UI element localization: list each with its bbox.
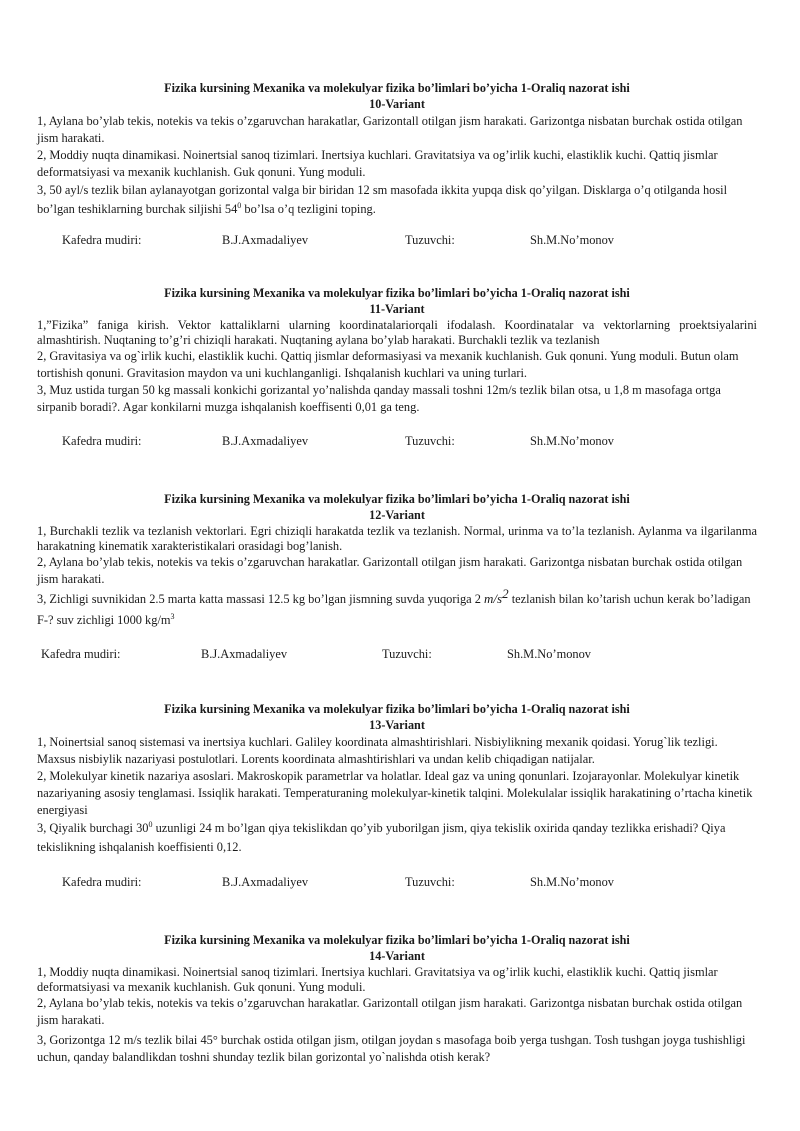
exam-title: Fizika kursining Mexanika va molekulyar fizika bo’limlari bo’yicha 1-Oraliq nazorat ishi: [164, 286, 630, 300]
variant-number: 11-Variant: [369, 302, 425, 316]
head-name: B.J.Axmadaliyev: [222, 434, 309, 448]
variant-number: 14-Variant: [369, 949, 425, 963]
author-label: Tuzuvchi:: [382, 647, 432, 661]
question-3: 3, Qiyalik burchagi $30^0$ uzunligi 24 m bo’lgan qiya tekislikdan qo’yib yuborilgan jism, qiya tekislik oxirida qanday tezlikka erishadi? Qiya tekislikning ishqalanish koeffisienti 0,12.: [37, 819, 726, 854]
question-3: 3, Muz ustida turgan 50 kg massali konkichi gorizantal yo’nalishda qanday massali toshni 12m/s tezlik bilan otsa, u 1,8 m masofaga ortga sirpanib boradi?. Agar konkilarni muzga ishqalanish koeffisenti 0,01 ga teng.: [37, 383, 721, 414]
author-label: Tuzuvchi:: [405, 875, 455, 889]
question-2: 2, Moddiy nuqta dinamikasi. Noinertsial sanoq tizimlari. Inertsiya kuchlari. Gravitatsiya va og’irlik kuchi, elastiklik kuchi. Qattiq jismlar deformatsiyasi va mexanik kuchlanish. Guk qonuni. Yung moduli.: [37, 148, 718, 179]
head-label: Kafedra mudiri:: [41, 647, 121, 661]
question-3: 3, Zichligi suvnikidan 2.5 marta katta massasi 12.5 kg bo’lgan jismning suvda yuqoriga 2 $m/s^2$ tezlanish bilan ko’tarish uchun kerak bo’ladigan F-? suv zichligi 1000 $kg/m^3$: [37, 585, 751, 627]
exam-title: Fizika kursining Mexanika va molekulyar fizika bo’limlari bo’yicha 1-Oraliq nazorat ishi: [164, 81, 630, 95]
signature-line: [37, 874, 757, 891]
variant-10: [37, 80, 757, 285]
question-1: 1, Noinertsial sanoq sistemasi va inertsiya kuchlari. Galiley koordinata almashtirishlari. Nisbiylikning mexanik qoidasi. Yorug`lik tezligi. Maxsus nisbiylik nazariyasi postulotlari. Lorents koordinata almashtirishlari va undan kelib chiqadigan natijalar.: [37, 735, 718, 766]
head-label: Kafedra mudiri:: [62, 875, 142, 889]
author-name: Sh.M.No’monov: [530, 233, 614, 247]
variant-12: [37, 491, 757, 701]
author-name: Sh.M.No’monov: [530, 434, 614, 448]
head-name: B.J.Axmadaliyev: [201, 647, 288, 661]
exam-title: Fizika kursining Mexanika va molekulyar fizika bo’limlari bo’yicha 1-Oraliq nazorat ishi: [164, 492, 630, 506]
question-3: 3, 50 ayl/s tezlik bilan aylanayotgan gorizontal valga bir biridan 12 sm masofada ikkita yupqa disk qo’yilgan. Disklarga o’q otilganda hosil bo’lgan teshiklarning burchak siljishi $54^0$ bo’lsa o’q tezligini toping.: [37, 183, 728, 216]
question-2: 2, Molekulyar kinetik nazariya asoslari. Makroskopik parametrlar va holatlar. Ideal gaz va uning qonunlari. Izojarayonlar. Molekulyar kinetik nazariyaning asosiy tenglamasi. Issiqlik harakati. Temperaturaning molekulyar-kinetik talqini. Molekulalar issiqlik harakatining o’rtacha kinetik energiyasi: [37, 769, 753, 817]
exam-title: Fizika kursining Mexanika va molekulyar fizika bo’limlari bo’yicha 1-Oraliq nazorat ishi: [164, 933, 630, 947]
author-label: Tuzuvchi:: [405, 434, 455, 448]
variant-11: [37, 285, 757, 491]
head-name: B.J.Axmadaliyev: [222, 875, 309, 889]
question-2: 2, Aylana bo’ylab tekis, notekis va tekis o’zgaruvchan harakatlar. Garizontall otilgan jism harakati. Garizontga nisbatan burchak ostida otilgan jism harakati.: [37, 555, 743, 586]
exam-page: [37, 80, 757, 1066]
exam-title: Fizika kursining Mexanika va molekulyar fizika bo’limlari bo’yicha 1-Oraliq nazorat ishi: [164, 702, 630, 716]
author-name: Sh.M.No’monov: [507, 647, 591, 661]
head-label: Kafedra mudiri:: [62, 434, 142, 448]
question-2: 2, Gravitasiya va og`irlik kuchi, elastiklik kuchi. Qattiq jismlar deformasiyasi va mexanik kuchlanish. Guk qonuni. Yung moduli. Butun olam tortishish qonuni. Gravitasion maydon va uni kuchlanganligi. Ishqalanish kuchlari va uning turlari.: [37, 349, 739, 380]
question-1: 1, Moddiy nuqta dinamikasi. Noinertsial sanoq tizimlari. Inertsiya kuchlari. Gravitatsiya va og’irlik kuchi, elastiklik kuchi. Qattiq jismlar deformatsiyasi va mexanik kuchlanish. Guk qonuni. Yung moduli.: [37, 965, 718, 994]
question-2: 2, Aylana bo’ylab tekis, notekis va tekis o’zgaruvchan harakatlar. Garizontall otilgan jism harakati. Garizontga nisbatan burchak ostida otilgan jism harakati.: [37, 996, 743, 1027]
question-1: 1, Burchakli tezlik va tezlanish vektorlari. Egri chiziqli harakatda tezlik va tezlanish. Normal, urinma va to’la tezlanish. Aylanma va ilgarilanma harakatning kinematik xarakteristikalari orasidagi bog’lanish.: [37, 524, 757, 553]
author-name: Sh.M.No’monov: [530, 875, 614, 889]
signature-line: [37, 433, 757, 450]
author-label: Tuzuvchi:: [405, 233, 455, 247]
head-label: Kafedra mudiri:: [62, 233, 142, 247]
head-name: B.J.Axmadaliyev: [222, 233, 309, 247]
question-1: 1, Aylana bo’ylab tekis, notekis va tekis o’zgaruvchan harakatlar, Garizontall otilgan jism harakati. Garizontga nisbatan burchak ostida otilgan jism harakati.: [37, 114, 743, 145]
variant-14: [37, 932, 757, 1066]
signature-line: [37, 232, 757, 249]
variant-number: 13-Variant: [369, 718, 425, 732]
variant-13: [37, 701, 757, 932]
signature-line: [37, 646, 757, 663]
question-3: 3, Gorizontga 12 m/s tezlik bilai 45° burchak ostida otilgan jism, otilgan joydan s masofaga boib yerga tushgan. Tosh tushgan joyga tushishligi uchun, qanday balandlikdan toshni shunday tezlik bilan gorizontal yo`nalishda otish kerak?: [37, 1033, 746, 1064]
question-1: 1,”Fizika” faniga kirish. Vektor kattaliklarni ularning koordinatalariorqali ifodalash. Koordinatalar va vektorlarning proektsiyalarini almashtirish. Nuqtaning to’g’ri chiziqli harakati. Nuqtaning aylana bo’ylab harakati. Burchakli tezlik va tezlanish: [37, 318, 757, 347]
variant-number: 10-Variant: [369, 97, 425, 111]
variant-number: 12-Variant: [369, 508, 425, 522]
